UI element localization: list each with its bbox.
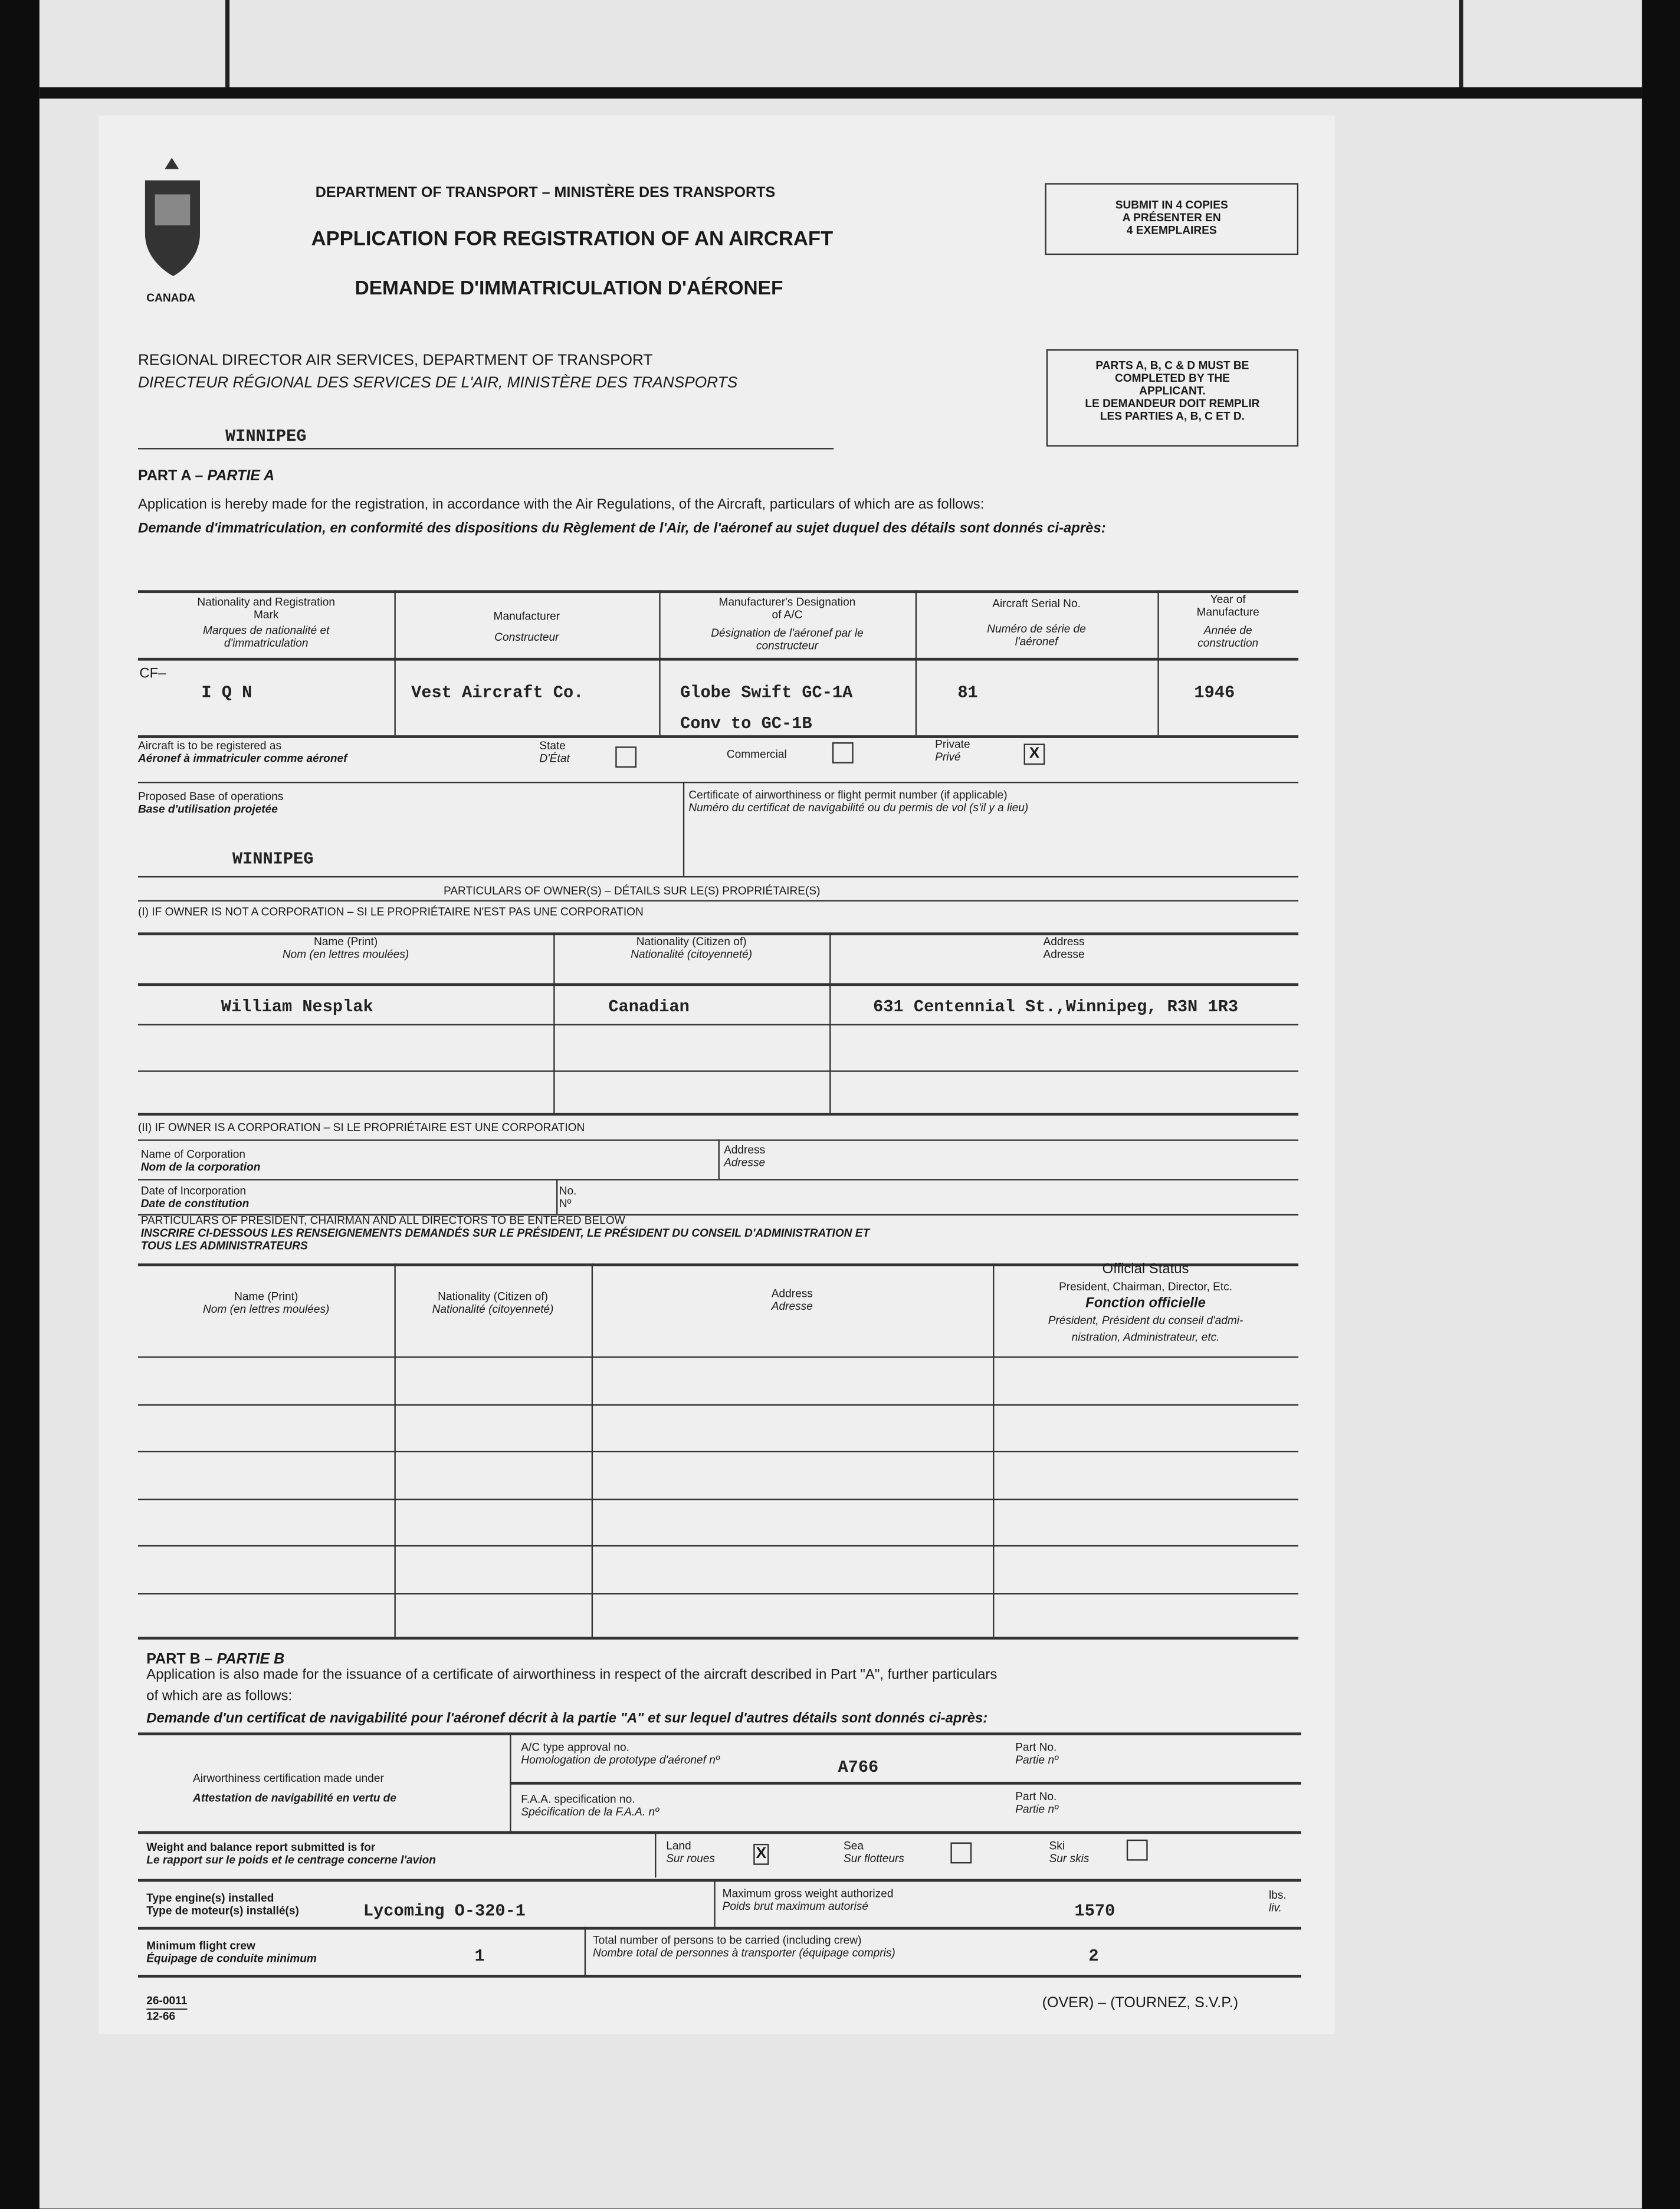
crest-label: CANADA [146, 291, 196, 304]
director-row-line [138, 1404, 1298, 1405]
part-a-label: PART A – PARTIE A [137, 467, 275, 485]
registration-value[interactable]: I Q N [201, 683, 252, 703]
owner-address[interactable]: 631 Centennial St.,Winnipeg, R3N 1R3 [873, 997, 1239, 1017]
faa-spec-label: F.A.A. specification no. Spécification de la F.A.A. nº [521, 1793, 659, 1819]
type-approval-value[interactable]: A766 [838, 1758, 879, 1778]
state-label: State D'État [539, 739, 570, 765]
divider [683, 782, 684, 876]
col-header-registration: Nationality and Registration Mark Marques de nationalité et d'immatriculation [197, 595, 335, 650]
divider [138, 1879, 1301, 1882]
manufacturer-value[interactable]: Vest Aircraft Co. [411, 683, 584, 703]
corp-address-label: Address Adresse [724, 1143, 766, 1169]
director-nationality-header: Nationality (Citizen of) Nationalité (citoyenneté) [432, 1290, 554, 1316]
director-column-line [993, 1263, 994, 1637]
divider [138, 1732, 1301, 1735]
airworthiness-label: Airworthiness certification made under Attestation de navigabilité en vertu de [193, 1772, 396, 1805]
designation-value[interactable]: Globe Swift GC-1A [680, 683, 853, 703]
director-row-line [138, 1593, 1298, 1594]
divider [138, 876, 1298, 877]
registered-as-label: Aircraft is to be registered as Aéronef à immatriculer comme aéronef [137, 739, 347, 765]
sea-checkbox[interactable] [950, 1843, 972, 1864]
divider [138, 658, 1298, 660]
divider [138, 448, 834, 449]
type-approval-label: A/C type approval no. Homologation de prototype d'aéronef nº [521, 1741, 720, 1766]
base-label: Proposed Base of operations Base d'utilisation projetée [137, 790, 284, 816]
divider [718, 1139, 720, 1179]
part-no-label: Part No. Partie nº [1015, 1741, 1059, 1766]
director-address-header: Address Adresse [771, 1287, 813, 1313]
director-row-line [138, 1637, 1298, 1639]
divider [585, 1927, 586, 1975]
commercial-checkbox[interactable] [832, 742, 854, 763]
max-weight-value[interactable]: 1570 [1074, 1901, 1115, 1922]
part-a-intro-fr: Demande d'immatriculation, en conformité des dispositions du Règlement de l'Air, de l'aéronef au sujet duquel des détails sont donnés ci-après: [137, 521, 1106, 537]
scan-edge [1459, 0, 1463, 87]
owner-section-1: (I) IF OWNER IS NOT A CORPORATION – SI LE PROPRIÉTAIRE N'EST PAS UNE CORPORATION [137, 906, 644, 919]
divider [510, 1782, 1301, 1784]
engine-label: Type engine(s) installed Type de moteur(s) installé(s) [146, 1892, 299, 1918]
private-checkbox[interactable]: X [1024, 743, 1045, 765]
divider [138, 900, 1298, 901]
canada-crest-icon [134, 155, 211, 289]
part-a-intro-en: Application is hereby made for the registration, in accordance with the Air Regulations, of the Aircraft, particulars of which are as follows: [137, 497, 985, 513]
engine-value[interactable]: Lycoming O-320-1 [363, 1901, 526, 1922]
part-no-label-2: Part No. Partie nº [1015, 1790, 1059, 1816]
form-title-fr: DEMANDE D'IMMATRICULATION D'AÉRONEF [355, 276, 783, 299]
divider [138, 1113, 1298, 1115]
divider [138, 983, 1298, 985]
divider [714, 1879, 715, 1927]
ski-label: Ski Sur skis [1049, 1839, 1090, 1865]
col-header-serial: Aircraft Serial No. Numéro de série de l'aéronef [987, 597, 1086, 648]
owner-nationality[interactable]: Canadian [608, 997, 690, 1017]
divider [655, 1831, 656, 1877]
max-weight-label: Maximum gross weight authorized Poids brut maximum autorisé [722, 1887, 894, 1913]
scan-edge [225, 0, 229, 87]
part-b-intro-en-2: of which are as follows: [146, 1689, 293, 1705]
form-title-en: APPLICATION FOR REGISTRATION OF AN AIRCRAFT [311, 228, 834, 251]
director-row-line [138, 1545, 1298, 1546]
director-name-header: Name (Print) Nom (en lettres moulées) [202, 1290, 330, 1316]
owner-name[interactable]: William Nesplak [221, 997, 373, 1017]
incorporation-label: Date of Incorporation Date de constitution [140, 1184, 250, 1210]
part-b-label: PART B – PARTIE B [146, 1650, 285, 1668]
state-checkbox[interactable] [615, 746, 636, 768]
owner-section-2: (II) IF OWNER IS A CORPORATION – SI LE PROPRIÉTAIRE EST UNE CORPORATION [137, 1121, 585, 1134]
col-header-year: Year of Manufacture Année de construction [1196, 593, 1259, 650]
weight-unit: lbs. liv. [1268, 1889, 1287, 1915]
private-label: Private Privé [935, 738, 970, 763]
designation-value-2[interactable]: Conv to GC-1B [680, 714, 812, 734]
part-b-intro-fr: Demande d'un certificat de navigabilité pour l'aéronef décrit à la partie "A" et sur lequel d'autres détails sont donnés ci-après: [146, 1711, 988, 1727]
divider [138, 1179, 1298, 1180]
department-title: DEPARTMENT OF TRANSPORT – MINISTÈRE DES TRANSPORTS [315, 184, 776, 202]
base-value[interactable]: WINNIPEG [232, 849, 314, 869]
col-header-designation: Manufacturer's Designation of A/C Désignation de l'aéronef par le constructeur [711, 595, 864, 653]
owners-heading: PARTICULARS OF OWNER(S) – DÉTAILS SUR LE(S) PROPRIÉTAIRE(S) [443, 884, 821, 897]
weight-balance-label: Weight and balance report submitted is for Le rapport sur le poids et le centrage concerne l'avion [146, 1841, 436, 1867]
land-label: Land Sur roues [666, 1839, 716, 1865]
ski-checkbox[interactable] [1127, 1840, 1148, 1861]
divider [138, 1927, 1301, 1929]
divider [138, 1975, 1301, 1977]
certificate-label: Certificate of airworthiness or flight permit number (if applicable) Numéro du certificat de navigabilité ou du permis de vol (s'il y a lieu) [688, 788, 1029, 814]
land-checkbox[interactable]: X [753, 1844, 769, 1865]
owner-address-header: Address Adresse [1043, 935, 1085, 961]
parts-required-box: PARTS A, B, C & D MUST BE COMPLETED BY THE APPLICANT. LE DEMANDEUR DOIT REMPLIR LES PARTIES A, B, C ET D. [1046, 349, 1298, 447]
corp-number-label: No. Nº [559, 1184, 577, 1210]
director-column-line [394, 1263, 395, 1637]
regional-director-en: REGIONAL DIRECTOR AIR SERVICES, DEPARTMENT OF TRANSPORT [137, 352, 653, 369]
corp-name-label: Name of Corporation Nom de la corporation [140, 1148, 261, 1174]
divider [138, 782, 1298, 783]
nationality-prefix: CF– [139, 666, 166, 682]
divider [138, 1024, 1298, 1025]
crew-label: Minimum flight crew Équipage de conduite minimum [146, 1939, 317, 1965]
director-row-line [138, 1499, 1298, 1500]
serial-value[interactable]: 81 [957, 683, 978, 703]
director-row-line [138, 1356, 1298, 1358]
region-value[interactable]: WINNIPEG [225, 427, 307, 447]
year-value[interactable]: 1946 [1194, 683, 1235, 703]
commercial-label: Commercial [726, 748, 787, 761]
over-note: (OVER) – (TOURNEZ, S.V.P.) [1042, 1994, 1239, 2012]
form-number: 26-0011 12-66 [146, 1994, 188, 2023]
submit-copies-box: SUBMIT IN 4 COPIES A PRÉSENTER EN 4 EXEMPLAIRES [1045, 183, 1298, 255]
divider [138, 1070, 1298, 1071]
persons-value[interactable]: 2 [1088, 1946, 1099, 1967]
director-row-line [138, 1451, 1298, 1452]
directors-heading: PARTICULARS OF PRESIDENT, CHAIRMAN AND ALL DIRECTORS TO BE ENTERED BELOW INSCRIRE CI-DESSOUS LES RENSEIGNEMENTS DEMANDÉS SUR LE PRÉSIDENT, LE PRÉSIDENT DU CONSEIL D'ADMINISTRATION ET TOUS LES ADMINISTRATEURS [140, 1214, 870, 1253]
crew-value[interactable]: 1 [474, 1946, 485, 1967]
part-b-intro-en: Application is also made for the issuance of a certificate of airworthiness in respect of the aircraft described in Part "A", further particulars [146, 1667, 998, 1683]
divider [556, 1179, 557, 1214]
regional-director-fr: DIRECTEUR RÉGIONAL DES SERVICES DE L'AIR, MINISTÈRE DES TRANSPORTS [137, 375, 738, 392]
owner-nationality-header: Nationality (Citizen of) Nationalité (citoyenneté) [631, 935, 753, 961]
divider [138, 735, 1298, 738]
director-status-header: Official Status President, Chairman, Director, Etc. Fonction officielle Président, Président du conseil d'admi- nistration, Administrateur, etc. [1048, 1262, 1243, 1344]
director-column-line [592, 1263, 593, 1637]
col-header-manufacturer: Manufacturer Constructeur [493, 609, 560, 644]
sea-label: Sea Sur flotteurs [843, 1839, 904, 1865]
owner-name-header: Name (Print) Nom (en lettres moulées) [282, 935, 409, 961]
scan-edge [40, 87, 1642, 99]
divider [138, 1831, 1301, 1833]
divider [138, 932, 1298, 935]
persons-label: Total number of persons to be carried (including crew) Nombre total de personnes à transporter (équipage compris) [593, 1933, 895, 1959]
divider [138, 590, 1298, 592]
